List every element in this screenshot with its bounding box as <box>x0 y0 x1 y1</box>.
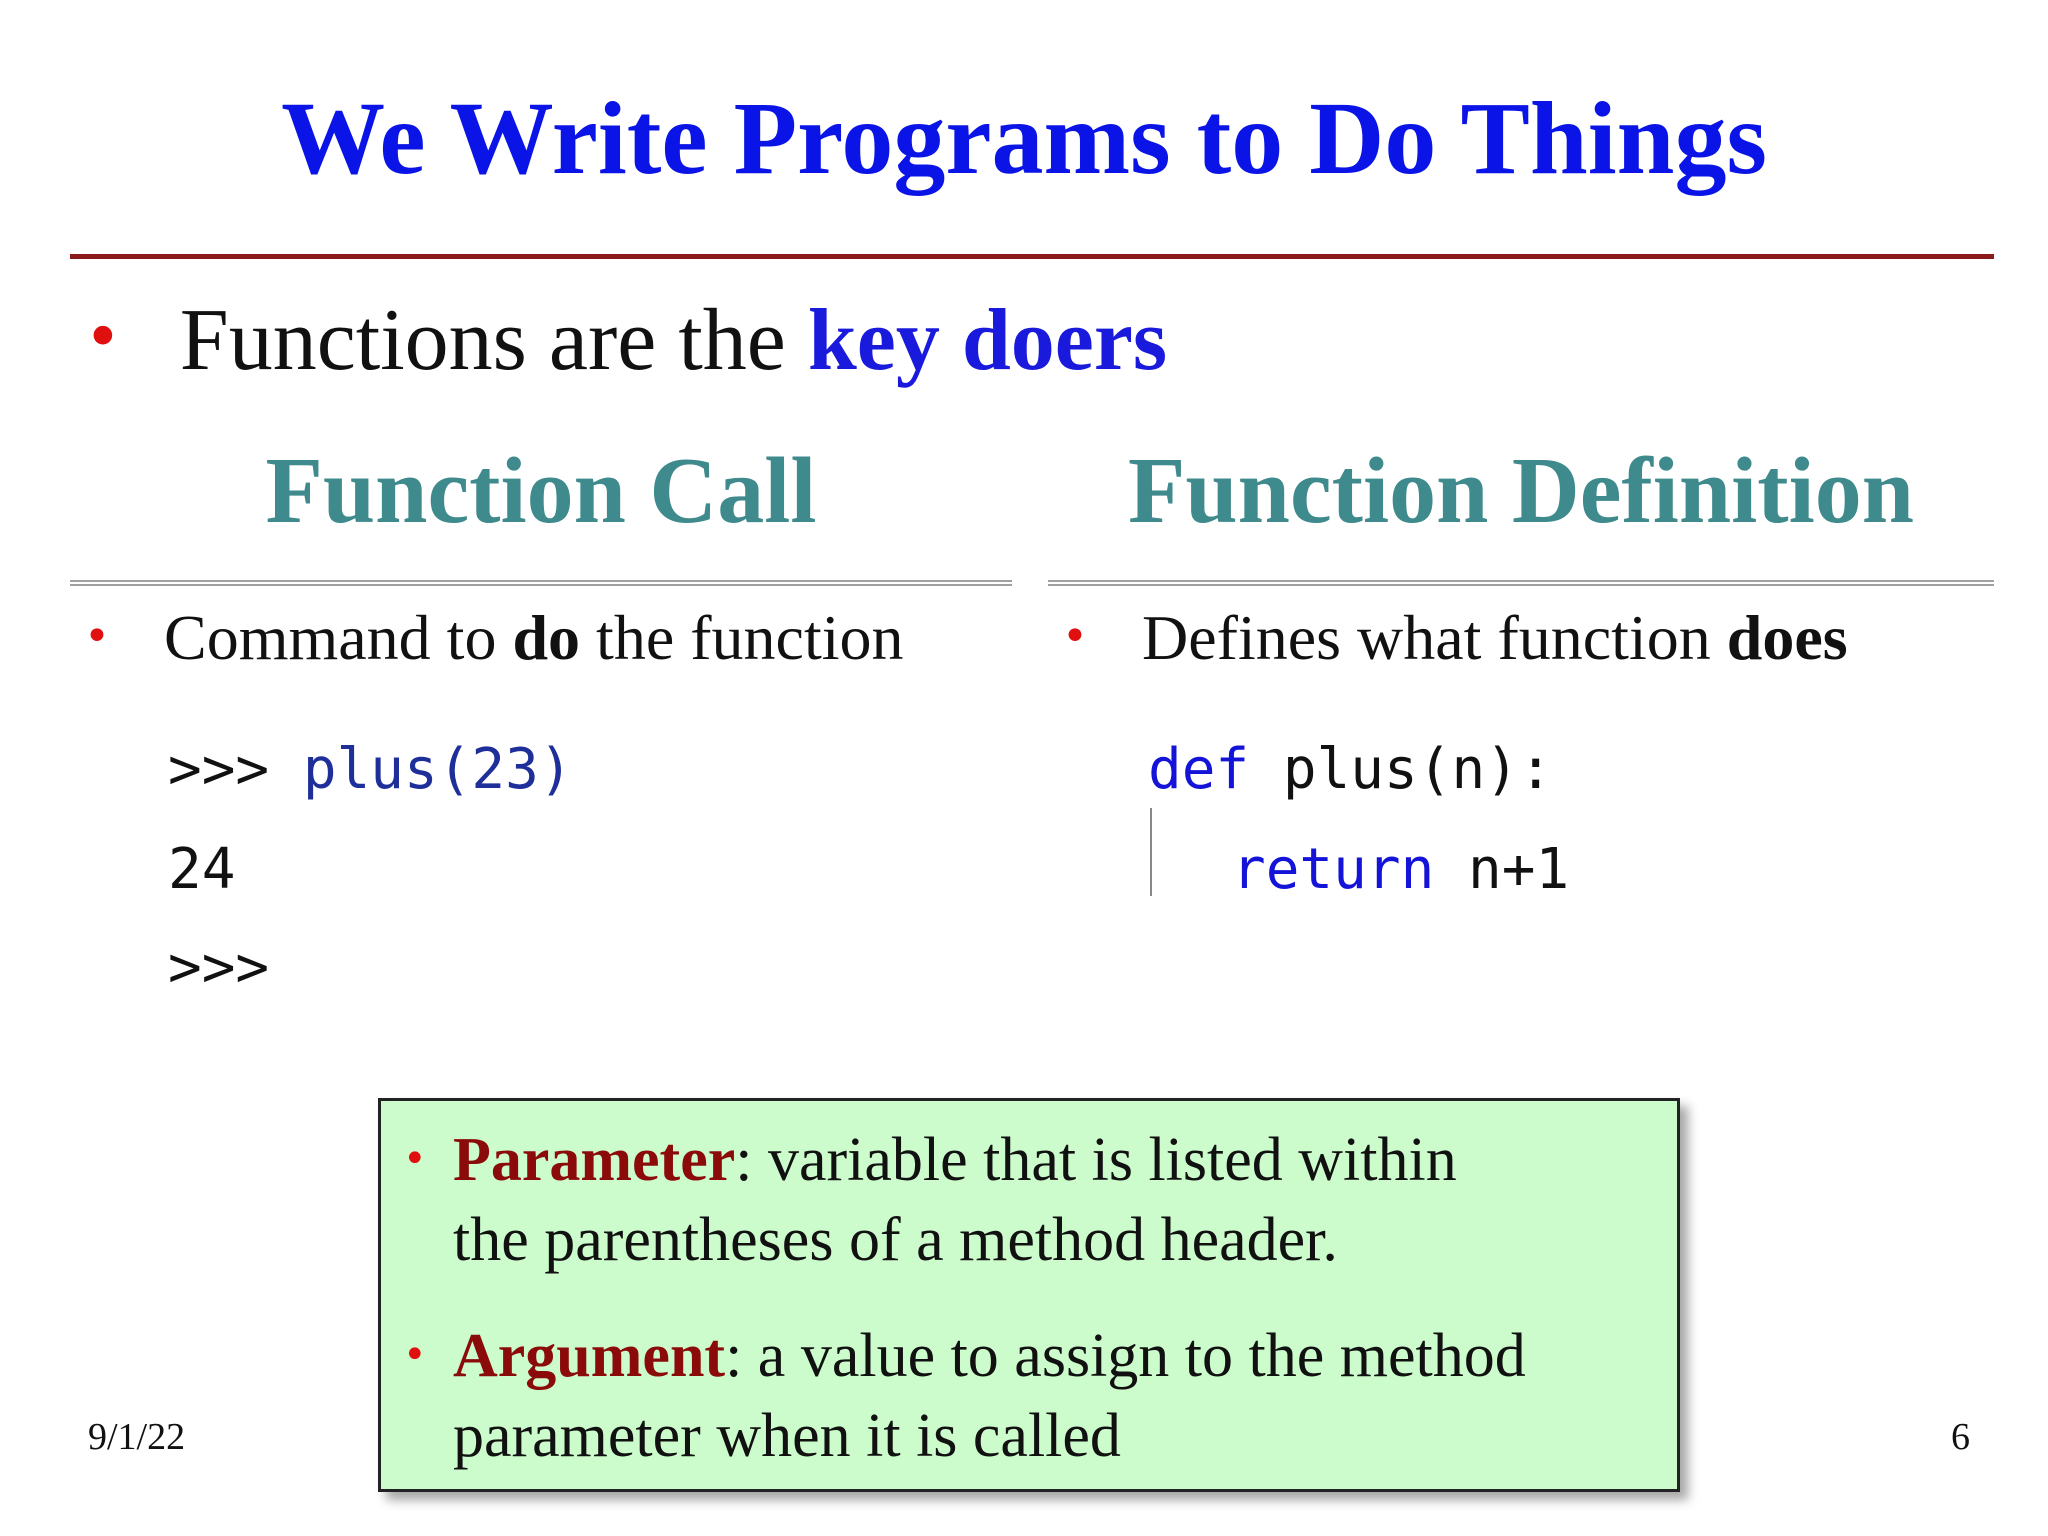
function-call-bullet-post: the function <box>580 602 904 673</box>
title-divider <box>70 254 1994 259</box>
definition-text: : a value to assign to the method <box>725 1322 1526 1390</box>
definition-term: Argument <box>453 1322 726 1390</box>
definition-continuation: the parentheses of a method header. <box>453 1206 1338 1274</box>
left-column-divider <box>70 580 1012 586</box>
parameter-definition <box>403 1119 1457 1280</box>
bullet-icon: • <box>84 611 110 662</box>
function-definition-bullet-pre: Defines what function <box>1142 602 1727 673</box>
function-definition-bullet-bold: does <box>1726 602 1848 673</box>
code-keyword-return: return <box>1232 837 1435 902</box>
bullet-icon: • <box>403 1332 427 1378</box>
main-bullet <box>84 290 1167 391</box>
footer-date: 9/1/22 <box>88 1416 186 1458</box>
slide-title: We Write Programs to Do Things <box>281 81 1767 196</box>
definition-term: Parameter <box>453 1126 736 1194</box>
main-bullet-emphasis: key doers <box>807 292 1168 389</box>
bullet-icon: • <box>403 1136 427 1182</box>
definition-continuation: parameter when it is called <box>453 1402 1121 1470</box>
right-column-divider <box>1048 580 1994 586</box>
code-call-expression: plus(23) <box>302 737 573 802</box>
bullet-icon: • <box>84 301 122 375</box>
function-definition-heading: Function Definition <box>1127 439 1914 543</box>
code-keyword-def: def <box>1148 737 1250 802</box>
function-call-bullet <box>84 600 904 677</box>
code-return-line <box>1232 836 1569 903</box>
page-number: 6 <box>1951 1416 1970 1458</box>
code-output-line: 24 <box>168 837 236 902</box>
code-return-expression: n+1 <box>1434 837 1570 902</box>
code-signature: plus(n): <box>1249 737 1553 802</box>
function-call-heading: Function Call <box>265 439 817 543</box>
function-call-bullet-bold: do <box>512 602 581 673</box>
main-bullet-text: Functions are the <box>179 292 808 389</box>
argument-definition <box>403 1315 1526 1476</box>
function-call-bullet-pre: Command to <box>164 602 513 673</box>
indent-guide <box>1150 808 1152 896</box>
code-def-line <box>1148 736 1553 803</box>
code-call-line <box>168 736 573 803</box>
bullet-icon: • <box>1062 611 1088 662</box>
definition-text: : variable that is listed within <box>735 1126 1457 1194</box>
code-prompt-end: >>> <box>168 935 270 1000</box>
definition-first-line <box>403 1119 1457 1200</box>
function-definition-bullet <box>1062 600 1848 677</box>
definition-callout-box <box>378 1098 1680 1492</box>
definition-first-line <box>403 1315 1526 1396</box>
code-prompt: >>> <box>168 737 303 802</box>
